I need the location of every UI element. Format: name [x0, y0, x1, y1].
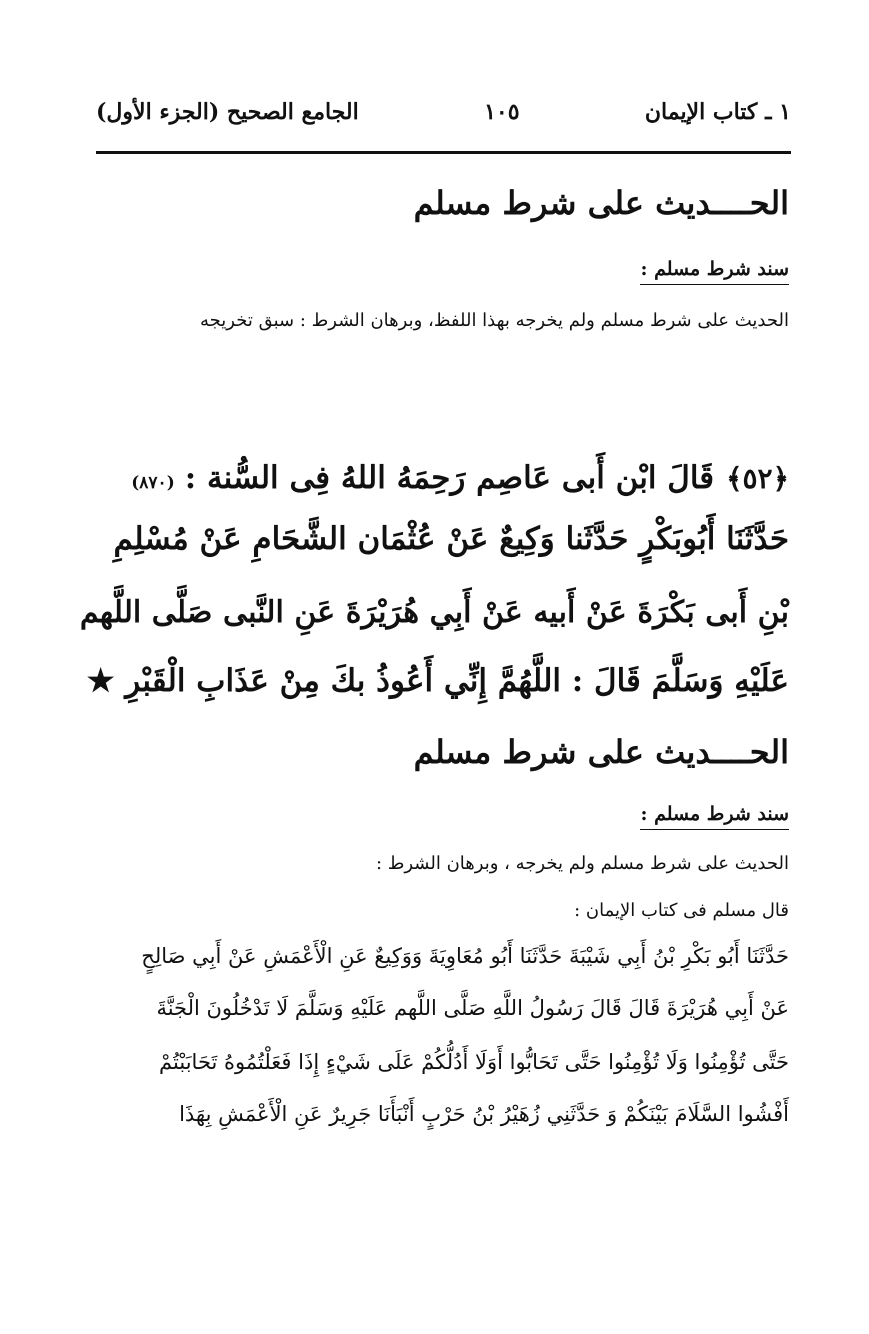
quote-line: حَدَّثَنَا أَبُو بَكْرِ بْنُ أَبِي شَيْبَةَ حَدَّثَنَا أَبُو مُعَاوِيَةَ وَوَكِيعٌ عَنِ الْأَعْمَشِ عَنْ أَبِي صَالِحٍ [141, 944, 789, 968]
hadith-reference: (٨٧٠) [131, 473, 175, 493]
quote-line: أَفْشُوا السَّلَامَ بَيْنَكُمْ وَ حَدَّثَنِي زُهَيْرُ بْنُ حَرْبٍ أَنْبَأَنَا جَرِيرٌ عَنِ الْأَعْمَشِ بِهَذَا [179, 1102, 789, 1126]
source-label: قال مسلم فى كتاب الإيمان : [574, 900, 789, 921]
sanad-label: سند شرط مسلم : [640, 803, 789, 830]
book-title: الجامع الصحيح (الجزء الأول) [96, 99, 359, 125]
hadith-intro-line [131, 460, 789, 496]
page-number: ١٠٥ [484, 99, 520, 125]
section-note: الحديث على شرط مسلم ولم يخرجه بهذا اللفظ، وبرهان الشرط : سبق تخريجه [200, 310, 789, 331]
section-title: الحــــديث على شرط مسلم [413, 733, 789, 771]
running-header [96, 90, 791, 134]
hadith-line: عَلَيْهِ وَسَلَّمَ قَالَ : اللَّهُمَّ إِنِّي أَعُوذُ بكَ مِنْ عَذَابِ الْقَبْرِ ★ [86, 663, 789, 699]
section-title: الحــــديث على شرط مسلم [413, 184, 789, 222]
hadith-intro: قَالَ ابْن أَبى عَاصِم رَحِمَهُ اللهُ فِى السُّنة : [184, 460, 715, 496]
chapter-title: ١ ـ كتاب الإيمان [644, 99, 791, 125]
quote-line: حَتَّى تُؤْمِنُوا وَلَا تُؤْمِنُوا حَتَّى تَحَابُّوا أَوَلَا أَدُلُّكُمْ عَلَى شَيْءٍ إِذَا فَعَلْتُمُوهُ تَحَابَبْتُمْ [159, 1050, 789, 1074]
hadith-line: بْنِ أَبى بَكْرَةَ عَنْ أَبيه عَنْ أَبِي هُرَيْرَةَ عَنِ النَّبى صَلَّى اللَّهم [79, 595, 789, 630]
hadith-line: حَدَّثَنَا أَبُوبَكْرٍ حَدَّثَنا وَكِيعٌ عَنْ عُثْمَان الشَّحَامِ عَنْ مُسْلِمِ [113, 521, 789, 557]
section-note: الحديث على شرط مسلم ولم يخرجه ، وبرهان الشرط : [375, 853, 789, 874]
hadith-number: ﴿٥٢﴾ [726, 462, 789, 495]
sanad-label: سند شرط مسلم : [640, 258, 789, 285]
header-rule [96, 151, 791, 154]
quote-line: عَنْ أَبِي هُرَيْرَةَ قَالَ قَالَ رَسُولُ اللَّهِ صَلَّى اللَّهم عَلَيْهِ وَسَلَّمَ لَا تَدْخُلُونَ الْجَنَّةَ [156, 996, 789, 1020]
